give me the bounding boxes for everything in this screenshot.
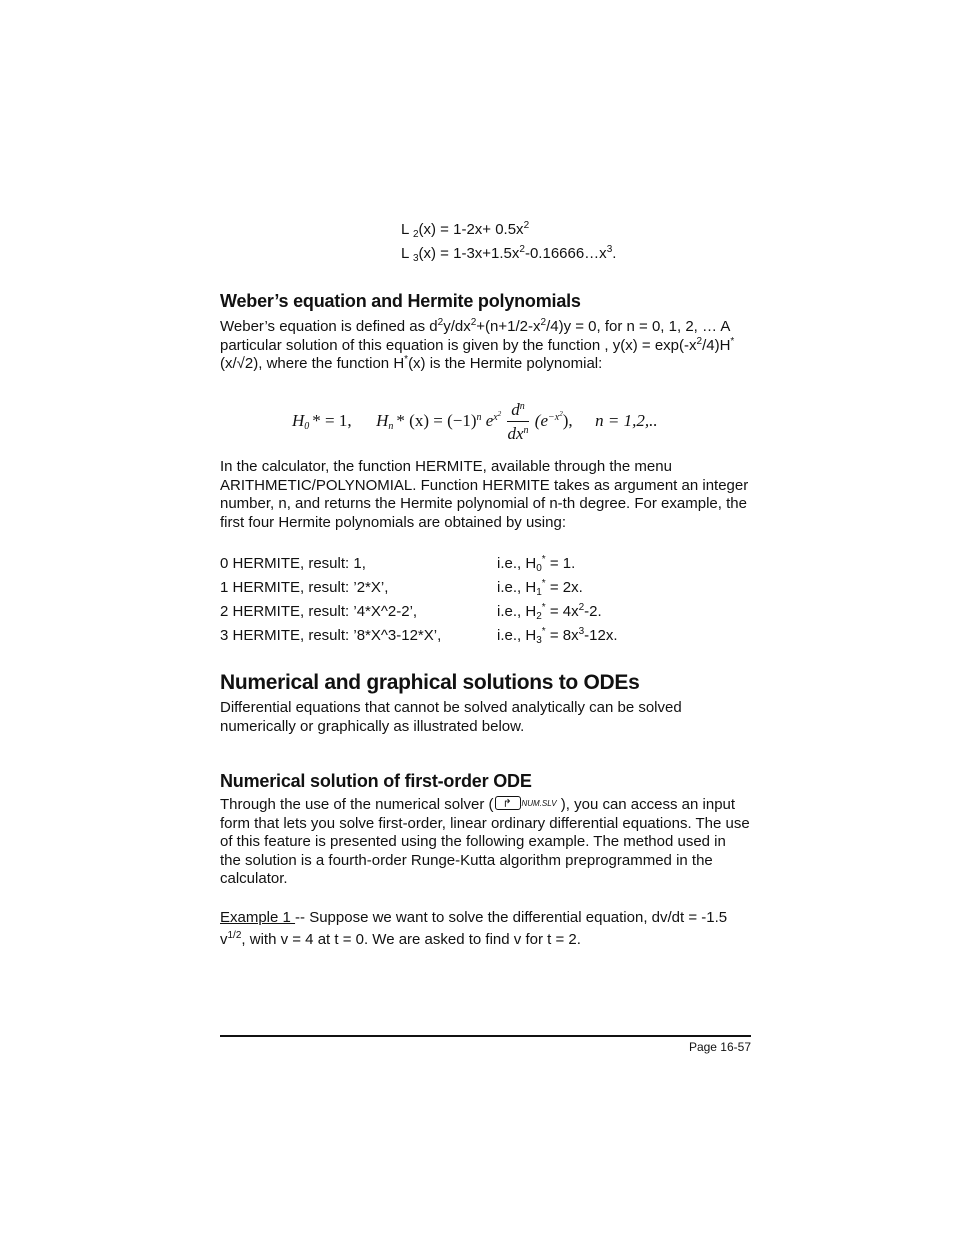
hermite-star: * xyxy=(541,554,546,565)
weber-p1-e: /4)H xyxy=(702,336,731,354)
laguerre-l2-line xyxy=(401,220,529,240)
weber-p1-f: (x/√2), where the function H xyxy=(220,355,405,373)
section-heading-numerical-graphical: Numerical and graphical solutions to ODEs xyxy=(220,671,640,694)
hermite-eq-a: = 4x xyxy=(545,603,579,620)
formula-h0-rest: * = 1, xyxy=(312,411,352,430)
hermite-result xyxy=(497,552,575,576)
hermite-row xyxy=(220,576,751,600)
weber-p1-c: +(n+1/2-x xyxy=(476,318,541,335)
weber-sup5: * xyxy=(730,335,735,347)
formula-e1: e xyxy=(485,411,494,430)
hermite-row xyxy=(220,552,751,576)
calculator-paragraph: In the calculator, the function HERMITE, available through the menu ARITHMETIC/POLYNOMIAL. Function HERMITE takes as argument an integer number, n, and returns the Hermite polynomial of n-th degree. For example, the first four Hermite polynomials are obtained by using: xyxy=(220,458,749,531)
subsection-heading-first-order: Numerical solution of first-order ODE xyxy=(220,771,532,791)
hermite-sub: 2 xyxy=(536,611,542,622)
hermite-result xyxy=(497,600,602,624)
first-order-paragraph xyxy=(220,795,750,889)
weber-p1-a: Weber’s equation is defined as d xyxy=(220,318,438,335)
hermite-row xyxy=(220,624,751,648)
frac-num: d xyxy=(511,400,520,420)
l3-body-a: (x) = 1-3x+1.5x xyxy=(418,245,520,262)
formula-pow-n: n xyxy=(476,412,482,423)
formula-range: n = 1,2,.. xyxy=(595,411,658,430)
weber-sup2: 2 xyxy=(470,317,477,328)
right-shift-key-icon: ↱ xyxy=(495,796,521,810)
hermite-cmd: 2 HERMITE, result: ’4*X^2-2’, xyxy=(220,603,418,620)
hermite-star: * xyxy=(541,578,546,589)
first-order-para-a: Through the use of the numerical solver ( xyxy=(220,796,494,813)
formula-e1-sup2: 2 xyxy=(497,410,502,418)
frac-den: dx xyxy=(507,424,524,444)
hermite-sup: 2 xyxy=(578,602,585,613)
hermite-star: * xyxy=(541,626,546,637)
formula-paren: (e xyxy=(534,411,548,430)
hermite-ie: i.e., H xyxy=(497,555,537,572)
hermite-eq-b: -2. xyxy=(584,603,602,620)
first-order-para-b: ), you can access an input form that lets you solve first-order, linear ordinary differential equations. The use of this feature is presented using the following example. The method used in the solution is a fourth-order Runge-Kutta algorithm preprogrammed in the calculator. xyxy=(220,796,750,888)
hermite-eq-b: -12x. xyxy=(584,627,618,644)
example-label: Example 1 xyxy=(220,909,296,926)
hermite-result xyxy=(497,576,583,600)
formula-h0-sub: 0 xyxy=(304,421,310,432)
frac-num-sup: n xyxy=(519,401,525,413)
hermite-result xyxy=(497,624,618,648)
l2-sub: 2 xyxy=(412,229,419,240)
formula-paren-sup2: 2 xyxy=(559,410,563,418)
hermite-sup: 3 xyxy=(578,626,585,637)
hermite-ie: i.e., H xyxy=(497,627,537,644)
formula-paren-end: ), xyxy=(562,411,573,430)
footer-rule xyxy=(220,1035,751,1037)
hermite-ie: i.e., H xyxy=(497,603,537,620)
hermite-formula xyxy=(292,396,658,446)
weber-p1-d: /4)y = 0, for n = 0, 1, 2, … A particular solution of this equation is given by the function , y(x) = exp(-x xyxy=(220,318,730,354)
formula-h0: H xyxy=(292,411,305,430)
example-text-b: , with v = 4 at t = 0. We are asked to find v for t = 2. xyxy=(241,931,581,948)
hermite-eq-a: = 8x xyxy=(545,627,579,644)
formula-hn: H xyxy=(376,411,389,430)
l3-end: . xyxy=(612,245,617,262)
hermite-sub: 1 xyxy=(536,587,542,598)
formula-hn-rest: * (x) = (−1) xyxy=(396,411,477,430)
l3-prefix: L xyxy=(401,245,413,262)
example-sup: 1/2 xyxy=(227,930,242,941)
fraction-numerator xyxy=(507,400,528,422)
hermite-ie: i.e., H xyxy=(497,579,537,596)
weber-heading: Weber’s equation and Hermite polynomials xyxy=(220,291,581,311)
hermite-examples xyxy=(220,552,751,648)
weber-sup1: 2 xyxy=(437,317,444,328)
l3-sup-b: 3 xyxy=(606,244,613,255)
weber-sup6: * xyxy=(404,354,409,366)
l3-sup-a: 2 xyxy=(519,244,525,255)
l2-body: (x) = 1-2x+ 0.5x xyxy=(418,221,524,238)
page-number: Page 16-57 xyxy=(688,1040,751,1054)
weber-p1-b: y/dx xyxy=(443,318,471,335)
example-1-paragraph xyxy=(220,907,750,951)
weber-paragraph xyxy=(220,318,750,374)
hermite-cmd: 0 HERMITE, result: 1, xyxy=(220,555,366,572)
formula-hn-sub: n xyxy=(388,421,394,432)
num-slv-key-label: NUM.SLV xyxy=(521,799,557,808)
l2-sup: 2 xyxy=(523,220,530,231)
hermite-cmd: 3 HERMITE, result: ’8*X^3-12*X’, xyxy=(220,627,442,644)
example-text-a: -- Suppose we want to solve the differential equation, dv/dt = -1.5 v xyxy=(220,909,728,948)
hermite-eq-a: = 2x. xyxy=(545,579,583,596)
hermite-row xyxy=(220,600,751,624)
numerical-graphical-paragraph: Differential equations that cannot be solved analytically can be solved numerically or graphically as illustrated below. xyxy=(220,699,682,735)
l3-sub: 3 xyxy=(412,253,419,264)
weber-p1-g: (x) is the Hermite polynomial: xyxy=(408,355,603,373)
hermite-sub: 3 xyxy=(536,635,542,646)
formula-e1-sup: x xyxy=(493,412,498,423)
formula-paren-sup: −x xyxy=(548,412,560,423)
laguerre-l3-line xyxy=(401,244,616,264)
l2-prefix: L xyxy=(401,221,413,238)
hermite-cmd: 1 HERMITE, result: ’2*X’, xyxy=(220,579,389,596)
weber-sup3: 2 xyxy=(540,317,547,328)
hermite-star: * xyxy=(541,602,546,613)
formula-fraction xyxy=(507,400,528,444)
l3-body-b: -0.16666…x xyxy=(524,245,607,262)
hermite-eq-a: = 1. xyxy=(545,555,576,572)
frac-den-sup: n xyxy=(523,425,529,437)
weber-sup4: 2 xyxy=(696,335,703,347)
fraction-denominator xyxy=(507,422,528,444)
hermite-sub: 0 xyxy=(536,563,542,574)
